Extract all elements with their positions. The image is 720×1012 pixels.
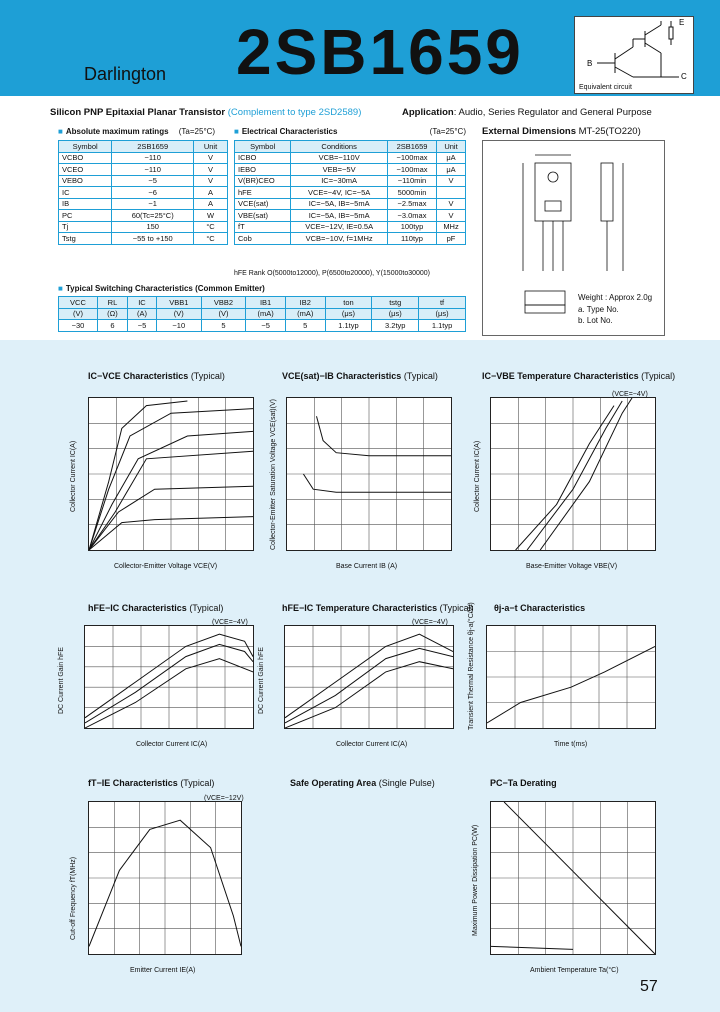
table-cell: 100typ bbox=[387, 221, 436, 233]
table-cell: −30 bbox=[59, 320, 98, 332]
table-cell: Cob bbox=[235, 233, 291, 245]
graph-hfe-ic-temp-title: hFE−IC Temperature Characteristics (Typical) bbox=[282, 603, 474, 613]
graph-hfe-ic-temp-xlabel: Collector Current IC(A) bbox=[336, 741, 408, 748]
graph-canvas bbox=[491, 398, 655, 550]
table-cell: A bbox=[194, 187, 228, 199]
table-row bbox=[59, 221, 228, 233]
table-cell: tf bbox=[419, 297, 466, 309]
table-cell: VCE=−4V, IC=−5A bbox=[291, 187, 388, 199]
graph-ic-vce-ylabel: Collector Current IC(A) bbox=[70, 440, 77, 512]
table-cell: °C bbox=[194, 221, 228, 233]
table-cell: VCBO bbox=[59, 152, 112, 164]
table-cell: −6 bbox=[112, 187, 194, 199]
table-row bbox=[235, 187, 466, 199]
table-row bbox=[235, 221, 466, 233]
table-cell: −100max bbox=[387, 152, 436, 164]
table-cell bbox=[437, 187, 466, 199]
table-cell: 1.1typ bbox=[325, 320, 372, 332]
graph-pc-ta-title: PC−Ta Derating bbox=[490, 778, 557, 788]
table-cell: −5 bbox=[246, 320, 286, 332]
table-cell: IC bbox=[127, 297, 156, 309]
table-cell: (mA) bbox=[285, 308, 325, 320]
table-row bbox=[59, 210, 228, 222]
elec-table bbox=[234, 140, 466, 245]
table-cell: 5 bbox=[201, 320, 246, 332]
equivalent-circuit-box bbox=[574, 16, 694, 94]
table-cell: VCC bbox=[59, 297, 98, 309]
application-label: Application bbox=[402, 107, 454, 118]
table-cell: PC bbox=[59, 210, 112, 222]
table-cell: tstg bbox=[372, 297, 419, 309]
table-cell: −1 bbox=[112, 198, 194, 210]
table-cell: −110 bbox=[112, 164, 194, 176]
graph-theta-t-title: θj-a−t Characteristics bbox=[494, 603, 586, 613]
table-cell: VCB=−10V, f=1MHz bbox=[291, 233, 388, 245]
table-cell: (V) bbox=[201, 308, 246, 320]
hfe-rank-note: hFE Rank O(5000to12000), P(6500to20000), Y(15000to30000) bbox=[234, 270, 431, 277]
graph-ft-ie-cond: (VCE=−12V) bbox=[204, 795, 244, 802]
table-cell: V bbox=[194, 152, 228, 164]
table-cell: ton bbox=[325, 297, 372, 309]
table-cell: VEB=−5V bbox=[291, 164, 388, 176]
graph-ic-vbe-ylabel: Collector Current IC(A) bbox=[474, 440, 481, 512]
graph-hfe-ic-temp-cond: (VCE=−4V) bbox=[412, 619, 448, 626]
graph-pc-ta bbox=[490, 801, 656, 955]
graph-pc-ta-xlabel: Ambient Temperature Ta(°C) bbox=[530, 967, 619, 974]
graph-ic-vce-xlabel: Collector-Emitter Voltage VCE(V) bbox=[114, 563, 218, 570]
graph-ft-ie-ylabel: Cut-off Frequency fT(MHz) bbox=[70, 856, 77, 940]
abs-max-title: ■ Absolute maximum ratings (Ta=25°C) bbox=[58, 127, 216, 136]
table-cell: RL bbox=[97, 297, 127, 309]
table-cell: 110typ bbox=[387, 233, 436, 245]
table-cell: (V) bbox=[156, 308, 201, 320]
graph-vcesat-ib-title: VCE(sat)−IB Characteristics (Typical) bbox=[282, 371, 438, 381]
table-row bbox=[59, 233, 228, 245]
package-drawing bbox=[483, 141, 664, 335]
table-cell: (μs) bbox=[372, 308, 419, 320]
device-type-title: Darlington bbox=[84, 64, 167, 84]
bullet-icon: ■ bbox=[58, 127, 63, 136]
table-cell: −110 bbox=[112, 152, 194, 164]
graph-canvas bbox=[89, 398, 253, 550]
graph-hfe-ic-temp bbox=[284, 625, 454, 729]
table-cell: A bbox=[194, 198, 228, 210]
graph-ft-ie-xlabel: Emitter Current IE(A) bbox=[130, 967, 196, 974]
table-row bbox=[59, 198, 228, 210]
table-cell: V bbox=[437, 198, 466, 210]
graph-ic-vbe-xlabel: Base-Emitter Voltage VBE(V) bbox=[526, 563, 618, 570]
graph-curve bbox=[317, 416, 452, 456]
type-no-note: a. Type No. bbox=[578, 305, 619, 314]
table-cell: VBB2 bbox=[201, 297, 246, 309]
table-cell: μA bbox=[437, 164, 466, 176]
table-row bbox=[235, 152, 466, 164]
package-drawing-box bbox=[482, 140, 665, 336]
graph-pc-ta-ylabel: Maximum Power Dissipation PC(W) bbox=[472, 824, 479, 936]
switching-table bbox=[58, 296, 466, 332]
pin-c-label: C bbox=[681, 72, 687, 79]
abs-max-table bbox=[58, 140, 228, 245]
graph-ic-vbe bbox=[490, 397, 656, 551]
table-cell: −3.0max bbox=[387, 210, 436, 222]
graph-hfe-ic-cond: (VCE=−4V) bbox=[212, 619, 248, 626]
graph-curve bbox=[303, 474, 451, 492]
graph-soa-title: Safe Operating Area (Single Pulse) bbox=[290, 778, 435, 788]
header-band bbox=[0, 0, 720, 96]
table-row bbox=[59, 164, 228, 176]
graph-canvas bbox=[287, 398, 451, 550]
table-cell: VCEO bbox=[59, 164, 112, 176]
pin-b-label: B bbox=[587, 59, 593, 68]
application-text: : Audio, Series Regulator and General Purpose bbox=[453, 107, 652, 118]
table-cell: IB1 bbox=[246, 297, 286, 309]
equivalent-circuit-diagram bbox=[575, 17, 693, 79]
table-cell: 5000min bbox=[387, 187, 436, 199]
table-row bbox=[235, 175, 466, 187]
table-row bbox=[59, 308, 466, 320]
subtitle-main: Silicon PNP Epitaxial Planar Transistor bbox=[50, 107, 226, 118]
table-cell: −5 bbox=[127, 320, 156, 332]
table-cell: VCE=−12V, IE=0.5A bbox=[291, 221, 388, 233]
table-cell: −5 bbox=[112, 175, 194, 187]
graph-ft-ie-title: fT−IE Characteristics (Typical) bbox=[88, 778, 215, 788]
table-cell: −55 to +150 bbox=[112, 233, 194, 245]
graph-ft-ie bbox=[88, 801, 242, 955]
graph-canvas bbox=[491, 802, 655, 954]
table-cell: V bbox=[437, 210, 466, 222]
table-cell: IC bbox=[59, 187, 112, 199]
graph-curve bbox=[491, 946, 573, 949]
pin-e-label: E bbox=[679, 18, 685, 27]
table-cell: ICBO bbox=[235, 152, 291, 164]
page-number: 57 bbox=[640, 978, 658, 995]
part-number: 2SB1659 bbox=[236, 16, 524, 88]
lot-no-note: b. Lot No. bbox=[578, 316, 613, 325]
table-cell: (μs) bbox=[419, 308, 466, 320]
graph-hfe-ic-ylabel: DC Current Gain hFE bbox=[58, 647, 65, 714]
table-row bbox=[235, 210, 466, 222]
graph-ic-vbe-title: IC−VBE Temperature Characteristics (Typical) bbox=[482, 371, 676, 381]
graph-vcesat-ib-ylabel: Collector-Emitter Saturation Voltage VCE(sat)(V) bbox=[270, 399, 277, 550]
graph-theta-t bbox=[486, 625, 656, 729]
table-cell: 1.1typ bbox=[419, 320, 466, 332]
table-cell: VCE(sat) bbox=[235, 198, 291, 210]
table-cell: (Ω) bbox=[97, 308, 127, 320]
table-cell: −100max bbox=[387, 164, 436, 176]
switching-title: ■ Typical Switching Characteristics (Common Emitter) bbox=[58, 284, 265, 293]
graph-curve bbox=[516, 406, 614, 550]
weight-note: Weight : Approx 2.0g bbox=[578, 293, 653, 302]
graph-vcesat-ib bbox=[286, 397, 452, 551]
table-cell: VCB=−110V bbox=[291, 152, 388, 164]
table-cell: MHz bbox=[437, 221, 466, 233]
graph-ic-vce-title: IC−VCE Characteristics (Typical) bbox=[88, 371, 225, 381]
table-cell: fT bbox=[235, 221, 291, 233]
table-cell: (A) bbox=[127, 308, 156, 320]
table-row bbox=[59, 175, 228, 187]
table-cell: IC=−5A, IB=−5mA bbox=[291, 198, 388, 210]
graph-hfe-ic-xlabel: Collector Current IC(A) bbox=[136, 741, 208, 748]
graph-canvas bbox=[89, 802, 241, 954]
external-dimensions-title: External Dimensions MT-25(TO220) bbox=[482, 126, 641, 137]
graph-theta-t-ylabel: Transient Thermal Resistance θj-a(°C/W) bbox=[468, 602, 475, 730]
graph-hfe-ic-title: hFE−IC Characteristics (Typical) bbox=[88, 603, 224, 613]
subtitle bbox=[50, 107, 361, 118]
table-cell: Tstg bbox=[59, 233, 112, 245]
table-cell: V bbox=[437, 175, 466, 187]
table-cell: VBE(sat) bbox=[235, 210, 291, 222]
application-line bbox=[402, 107, 652, 118]
elec-title: ■ Electrical Characteristics (Ta=25°C) bbox=[234, 127, 466, 136]
table-cell: Tj bbox=[59, 221, 112, 233]
bullet-icon: ■ bbox=[234, 127, 239, 136]
table-cell: °C bbox=[194, 233, 228, 245]
table-cell: 3.2typ bbox=[372, 320, 419, 332]
table-row bbox=[235, 233, 466, 245]
graph-hfe-ic bbox=[84, 625, 254, 729]
table-row bbox=[59, 297, 466, 309]
table-row bbox=[235, 164, 466, 176]
table-cell: hFE bbox=[235, 187, 291, 199]
graph-theta-t-xlabel: Time t(ms) bbox=[554, 741, 588, 748]
table-cell: pF bbox=[437, 233, 466, 245]
table-cell: V bbox=[194, 164, 228, 176]
table-cell: IEBO bbox=[235, 164, 291, 176]
table-cell: 150 bbox=[112, 221, 194, 233]
table-cell: IC=−30mA bbox=[291, 175, 388, 187]
table-cell: VBB1 bbox=[156, 297, 201, 309]
table-cell: −10 bbox=[156, 320, 201, 332]
graph-ic-vce bbox=[88, 397, 254, 551]
table-cell: (V) bbox=[59, 308, 98, 320]
table-row bbox=[59, 320, 466, 332]
graph-canvas bbox=[487, 626, 655, 728]
complement-note: (Complement to type 2SD2589) bbox=[227, 107, 362, 118]
table-cell: 60(Tc=25°C) bbox=[112, 210, 194, 222]
graph-canvas bbox=[285, 626, 453, 728]
table-header-row: Symbol 2SB1659 Unit bbox=[59, 141, 228, 153]
graph-canvas bbox=[85, 626, 253, 728]
table-cell: IB bbox=[59, 198, 112, 210]
graph-ic-vbe-cond: (VCE=−4V) bbox=[612, 391, 648, 398]
table-cell: (μs) bbox=[325, 308, 372, 320]
table-cell: V bbox=[194, 175, 228, 187]
graph-hfe-ic-temp-ylabel: DC Current Gain hFE bbox=[258, 647, 265, 714]
table-cell: 6 bbox=[97, 320, 127, 332]
table-cell: −2.5max bbox=[387, 198, 436, 210]
table-cell: μA bbox=[437, 152, 466, 164]
table-cell: −110min bbox=[387, 175, 436, 187]
table-cell: IC=−5A, IB=−5mA bbox=[291, 210, 388, 222]
table-header-row: Symbol Conditions 2SB1659 Unit bbox=[235, 141, 466, 153]
table-cell: (mA) bbox=[246, 308, 286, 320]
table-row bbox=[59, 152, 228, 164]
table-cell: 5 bbox=[285, 320, 325, 332]
graph-vcesat-ib-xlabel: Base Current IB (A) bbox=[336, 563, 398, 570]
equivalent-circuit-label: Equivalent circuit bbox=[579, 84, 632, 91]
table-row bbox=[59, 187, 228, 199]
table-cell: W bbox=[194, 210, 228, 222]
table-cell: V(BR)CEO bbox=[235, 175, 291, 187]
bullet-icon: ■ bbox=[58, 284, 63, 293]
table-cell: VEBO bbox=[59, 175, 112, 187]
table-row bbox=[235, 198, 466, 210]
table-cell: IB2 bbox=[285, 297, 325, 309]
